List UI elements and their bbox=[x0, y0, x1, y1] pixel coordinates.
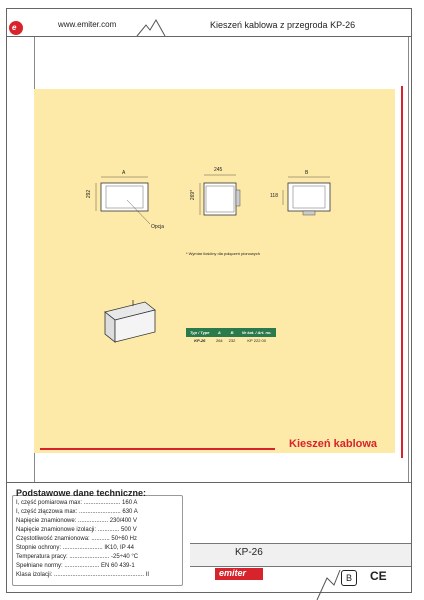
dim-245-label: 245 bbox=[214, 167, 223, 173]
front-view-drawing bbox=[96, 177, 150, 224]
dim-118-label: 118 bbox=[270, 193, 278, 199]
option-label: Opcja bbox=[151, 224, 165, 230]
tech-row: I, część pomiarowa max: ...................... 160 A bbox=[16, 500, 138, 506]
tech-row: Stopnie ochrony: ........................ IK10, IP 44 bbox=[16, 545, 134, 551]
artno-col-header: Nr kat. / Art. no. bbox=[238, 329, 275, 337]
b-certification-icon: B bbox=[341, 570, 357, 586]
dim-269-label: 269* bbox=[190, 189, 197, 201]
product-banner: Kieszeń kablowa bbox=[289, 438, 378, 450]
logo-letter: e bbox=[12, 23, 17, 32]
tech-row: Spełniane normy: ..................... EN 60 439-1 bbox=[16, 563, 135, 569]
tech-title: Podstawowe dane techniczne: bbox=[16, 488, 147, 498]
isometric-box-drawing bbox=[105, 300, 155, 342]
emiter-footer-logo bbox=[215, 568, 263, 580]
type-cell: KP-26 bbox=[194, 338, 206, 343]
dim-a-label: A bbox=[122, 170, 126, 176]
ce-mark-icon: CE bbox=[370, 569, 387, 583]
a-cell: 264 bbox=[215, 338, 223, 343]
a-col-header: A bbox=[213, 329, 226, 337]
document-title: Kieszeń kablowa z przegroda KP-26 bbox=[210, 20, 356, 30]
tech-row: Napięcie znamionowe: .................. 230/400 V bbox=[16, 518, 138, 524]
side-view-drawing bbox=[200, 175, 240, 215]
top-view-drawing bbox=[283, 177, 330, 215]
product-code: KP-26 bbox=[235, 547, 263, 558]
dimension-note: * Wymiar ilośćiny dla połączeń pionowych bbox=[186, 251, 260, 256]
b-cell: 232 bbox=[228, 338, 236, 343]
b-col-header: B bbox=[226, 329, 239, 337]
tech-row: Napięcie znamionowe izolacji: ............. 500 V bbox=[16, 527, 137, 533]
type-col-header: Typ / Type bbox=[187, 329, 213, 337]
footer-logo-text: emiter bbox=[219, 568, 247, 578]
artno-cell: KP 222 00 bbox=[247, 338, 266, 343]
dim-b-label: B bbox=[305, 170, 309, 176]
tech-row: Temperatura pracy: ........................ -25÷40 °C bbox=[16, 554, 139, 560]
table-row bbox=[187, 337, 276, 345]
tech-row: I, część złączowa max: ......................... 630 A bbox=[16, 509, 138, 515]
type-table bbox=[186, 328, 276, 344]
header-url: www.emiter.com bbox=[58, 20, 117, 29]
dim-292-label: 292 bbox=[86, 189, 93, 199]
product-panel bbox=[190, 543, 411, 567]
tech-row: Częstotliwość znamionowa: ........... 50÷60 Hz bbox=[16, 536, 138, 542]
tech-row: Klasa izolacji: ...................................................... II bbox=[16, 572, 150, 578]
